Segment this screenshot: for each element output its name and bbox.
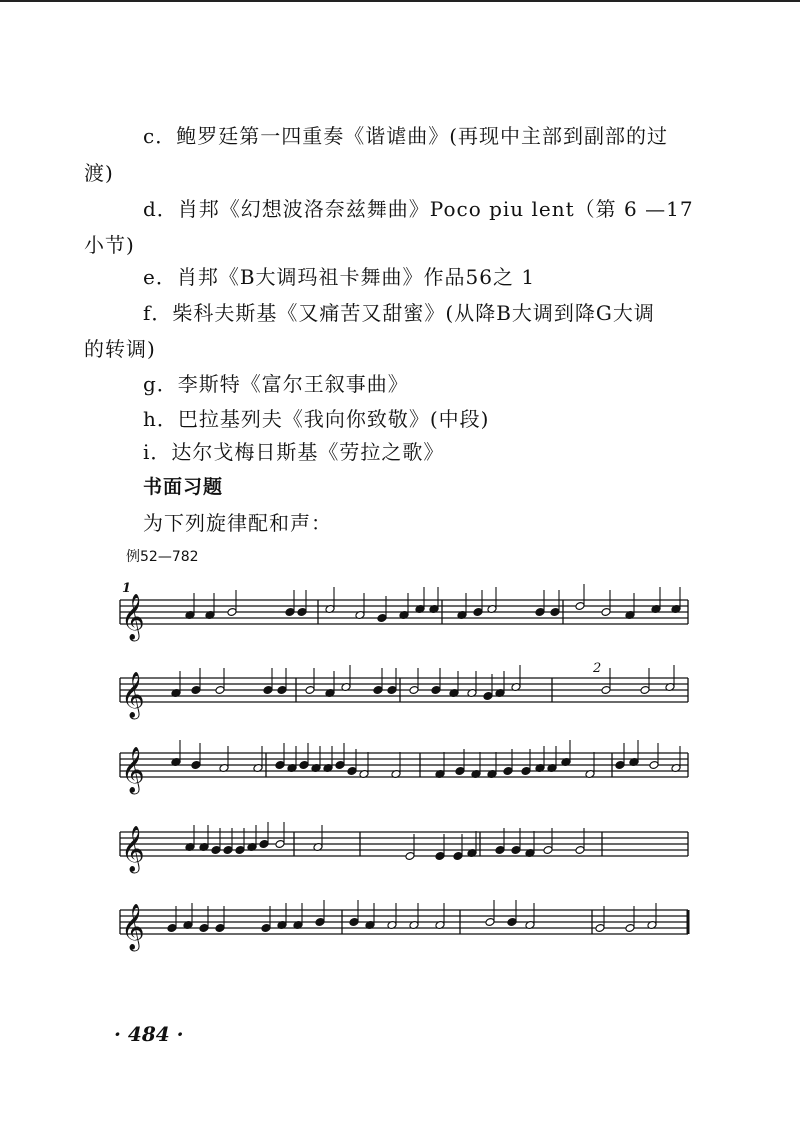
treble-clef-icon: 𝄞 bbox=[121, 672, 145, 718]
top-rule bbox=[0, 0, 800, 2]
list-item-c: c．鲍罗廷第一四重奏《谐谑曲》(再现中主部到副部的过 bbox=[143, 124, 669, 148]
list-item-h: h．巴拉基列夫《我向你致敬》(中段) bbox=[143, 407, 490, 431]
music-score bbox=[0, 570, 800, 980]
list-item-g: g．李斯特《富尔王叙事曲》 bbox=[143, 372, 409, 396]
treble-clef-icon: 𝄞 bbox=[121, 826, 145, 872]
example-caption: 例52—782 bbox=[126, 549, 199, 565]
list-item-f: f．柴科夫斯基《又痛苦又甜蜜》(从降B大调到降G大调 bbox=[143, 301, 655, 325]
section-marker-2: 2 bbox=[593, 661, 602, 676]
section-marker-1: 1 bbox=[122, 581, 132, 596]
section-heading: 书面习题 bbox=[143, 476, 224, 498]
page-number: · 484 · bbox=[114, 1022, 184, 1046]
treble-clef-icon: 𝄞 bbox=[121, 747, 145, 793]
list-item-d-continuation: 小节) bbox=[84, 233, 135, 257]
list-item-e: e．肖邦《B大调玛祖卡舞曲》作品56之 1 bbox=[143, 265, 536, 289]
list-item-f-continuation: 的转调) bbox=[84, 337, 156, 361]
list-item-i: i．达尔戈梅日斯基《劳拉之歌》 bbox=[143, 440, 445, 464]
list-item-c-continuation: 渡) bbox=[84, 161, 114, 185]
treble-clef-icon: 𝄞 bbox=[121, 594, 145, 640]
exercise-instruction: 为下列旋律配和声： bbox=[143, 511, 332, 535]
treble-clef-icon: 𝄞 bbox=[121, 904, 145, 950]
list-item-d: d．肖邦《幻想波洛奈兹舞曲》Poco piu lent（第 6 —17 bbox=[143, 197, 694, 221]
